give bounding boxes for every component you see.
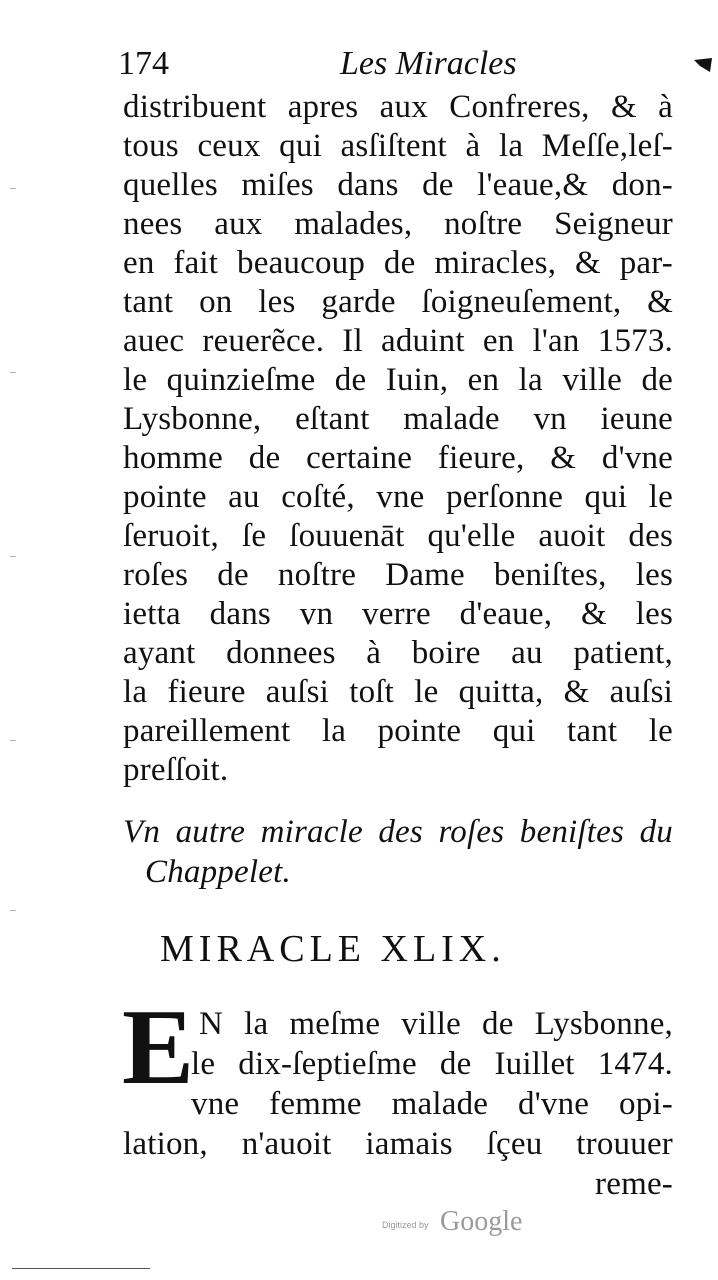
text-line: le dix-ſeptieſme de Iuillet 1474. xyxy=(191,1046,673,1082)
chapter-title: MIRACLE XLIX. xyxy=(160,928,506,970)
body-paragraph xyxy=(123,88,673,790)
margin-speck xyxy=(10,556,16,557)
text-line: Lysbonne, eſtant malade vn ieune xyxy=(123,401,673,437)
digitized-watermark xyxy=(382,1204,542,1240)
text-line: lation, n'auoit iamais ſçeu trouuer xyxy=(123,1126,673,1162)
page-header xyxy=(118,42,678,86)
margin-speck xyxy=(10,188,16,189)
second-paragraph xyxy=(123,1004,673,1204)
section-heading xyxy=(123,812,673,892)
section-heading-line: Vn autre miracle des roſes beniſtes du xyxy=(123,814,673,850)
text-line: la fieure auſsi toſt le quitta, & auſsi xyxy=(123,674,673,710)
ink-mark-icon xyxy=(692,56,714,74)
text-line: nees aux malades, noſtre Seigneur xyxy=(123,206,673,242)
running-head: Les Miracles xyxy=(340,45,517,82)
text-line: vne femme malade d'vne opi- xyxy=(191,1086,673,1122)
text-line: quelles miſes dans de l'eaue,& don- xyxy=(123,167,673,203)
text-line: homme de certaine fieure, & d'vne xyxy=(123,440,673,476)
text-line: ſeruoit, ſe ſouuenāt qu'elle auoit des xyxy=(123,518,673,554)
footer-rule xyxy=(12,1268,150,1269)
drop-cap: E xyxy=(122,988,195,1107)
text-line: ayant donnees à boire au patient, xyxy=(123,635,673,671)
text-line: tous ceux qui asſiſtent à la Meſſe,leſ- xyxy=(123,128,673,164)
text-line: en fait beaucoup de miracles, & par- xyxy=(123,245,673,281)
margin-speck xyxy=(10,910,16,911)
text-line: N la meſme ville de Lysbonne, xyxy=(199,1006,673,1042)
section-heading-line: Chappelet. xyxy=(145,854,291,890)
margin-speck xyxy=(10,740,16,741)
text-line: distribuent apres aux Confreres, & à xyxy=(123,89,673,125)
text-line: preſſoit. xyxy=(123,752,229,788)
margin-speck xyxy=(10,372,16,373)
text-line: auec reuerẽce. Il aduint en l'an 1573. xyxy=(123,323,673,359)
text-line: ietta dans vn verre d'eaue, & les xyxy=(123,596,673,632)
page-number: 174 xyxy=(118,45,169,82)
catchword: reme- xyxy=(595,1166,673,1202)
watermark-brand: Google xyxy=(440,1206,523,1237)
text-line: pareillement la pointe qui tant le xyxy=(123,713,673,749)
watermark-caption: Digitized by xyxy=(382,1220,429,1230)
text-line: roſes de noſtre Dame beniſtes, les xyxy=(123,557,673,593)
text-line: tant on les garde ſoigneuſement, & xyxy=(123,284,673,320)
text-line: le quinzieſme de Iuin, en la ville de xyxy=(123,362,673,398)
text-line: pointe au coſté, vne perſonne qui le xyxy=(123,479,673,515)
